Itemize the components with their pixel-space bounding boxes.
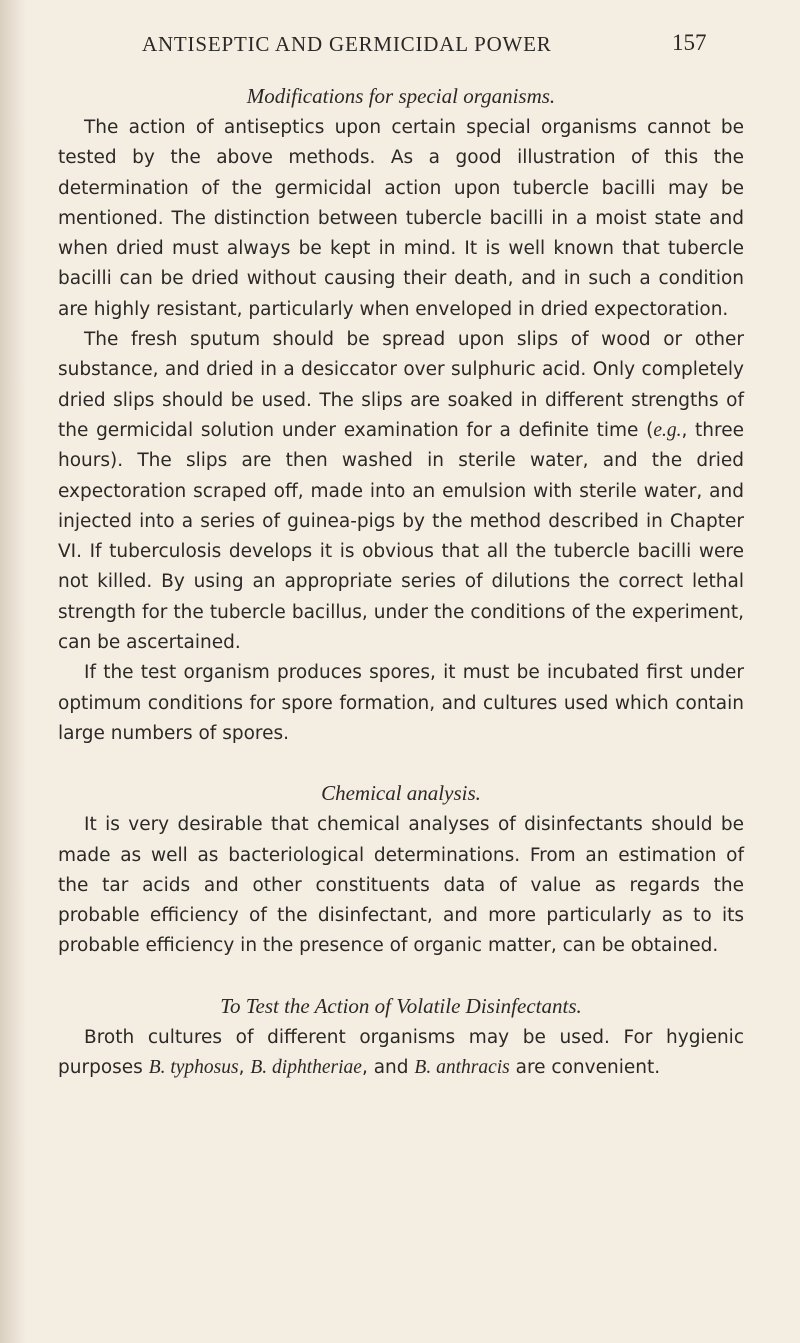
text-run: are convenient. [509,1057,661,1079]
paragraph-sputum-method [58,325,744,658]
page-number: 157 [672,30,707,55]
paragraph-spores: If the test organism produces spores, it must be incubated first under optimum conditions for spore formation, and cultures used which contain large numbers of spores. [58,662,744,744]
organism-name: B. anthracis [414,1057,510,1079]
book-page [58,0,744,1083]
running-title: ANTISEPTIC AND GERMICIDAL POWER [142,32,552,56]
text-run: , [238,1057,251,1079]
page-gutter-shadow [0,0,26,1343]
italic-abbreviation: e.g. [653,419,682,441]
section-heading-modifications: Modifications for special organisms. [246,84,556,108]
section-heading-chemical-analysis: Chemical analysis. [321,781,481,806]
text-run: The fresh sputum should be spread upon slips of wood or other substance, and dried in a desiccator over sulphuric acid. Only completely dried slips should be used. The slips are soaked in different strengths of the germicidal solution under examination for a definite time ( [58,329,744,441]
text-run: Broth cultures of different organisms may be used. For hygienic purposes [58,1026,744,1079]
organism-name: B. typhosus [148,1057,239,1079]
section-heading-volatile-disinfectants: To Test the Action of Volatile Disinfectants. [220,993,582,1018]
paragraph-tubercle-intro: The action of antiseptics upon certain special organisms cannot be tested by the above methods. As a good illustration of this the determination of the germicidal action upon tubercle bacilli may be mentioned. The distinction between tubercle bacilli in a moist state and when dried must always be kept in mind. It is well known that tubercle bacilli can be dried without causing their death, and in such a condition are highly resistant, particularly when enveloped in dried expectoration. [58,117,744,320]
paragraph-chemical-analysis: It is very desirable that chemical analyses of disinfectants should be made as well as bacteriological determinations. From an estimation of the tar acids and other constituents data of value as regards the probable efficiency of the disinfectant, and more particularly as to its probable efficiency in the presence of organic matter, can be obtained. [58,814,744,957]
text-run: , and [361,1057,415,1079]
organism-name: B. diphtheriae [250,1057,362,1079]
text-run: , three hours). The slips are then washed in sterile water, and the dried expectoration scraped off, made into an emulsion with sterile water, and injected into a series of guinea-pigs by the method described in Chapter VI. If tuberculosis develops it is obvious that all the tubercle bacilli were not killed. By using an appropriate series of dilutions the correct lethal strength for the tubercle bacillus, under the conditions of the experiment, can be ascertained. [58,419,744,654]
running-head [58,0,744,70]
paragraph-broth-cultures [58,1023,744,1084]
